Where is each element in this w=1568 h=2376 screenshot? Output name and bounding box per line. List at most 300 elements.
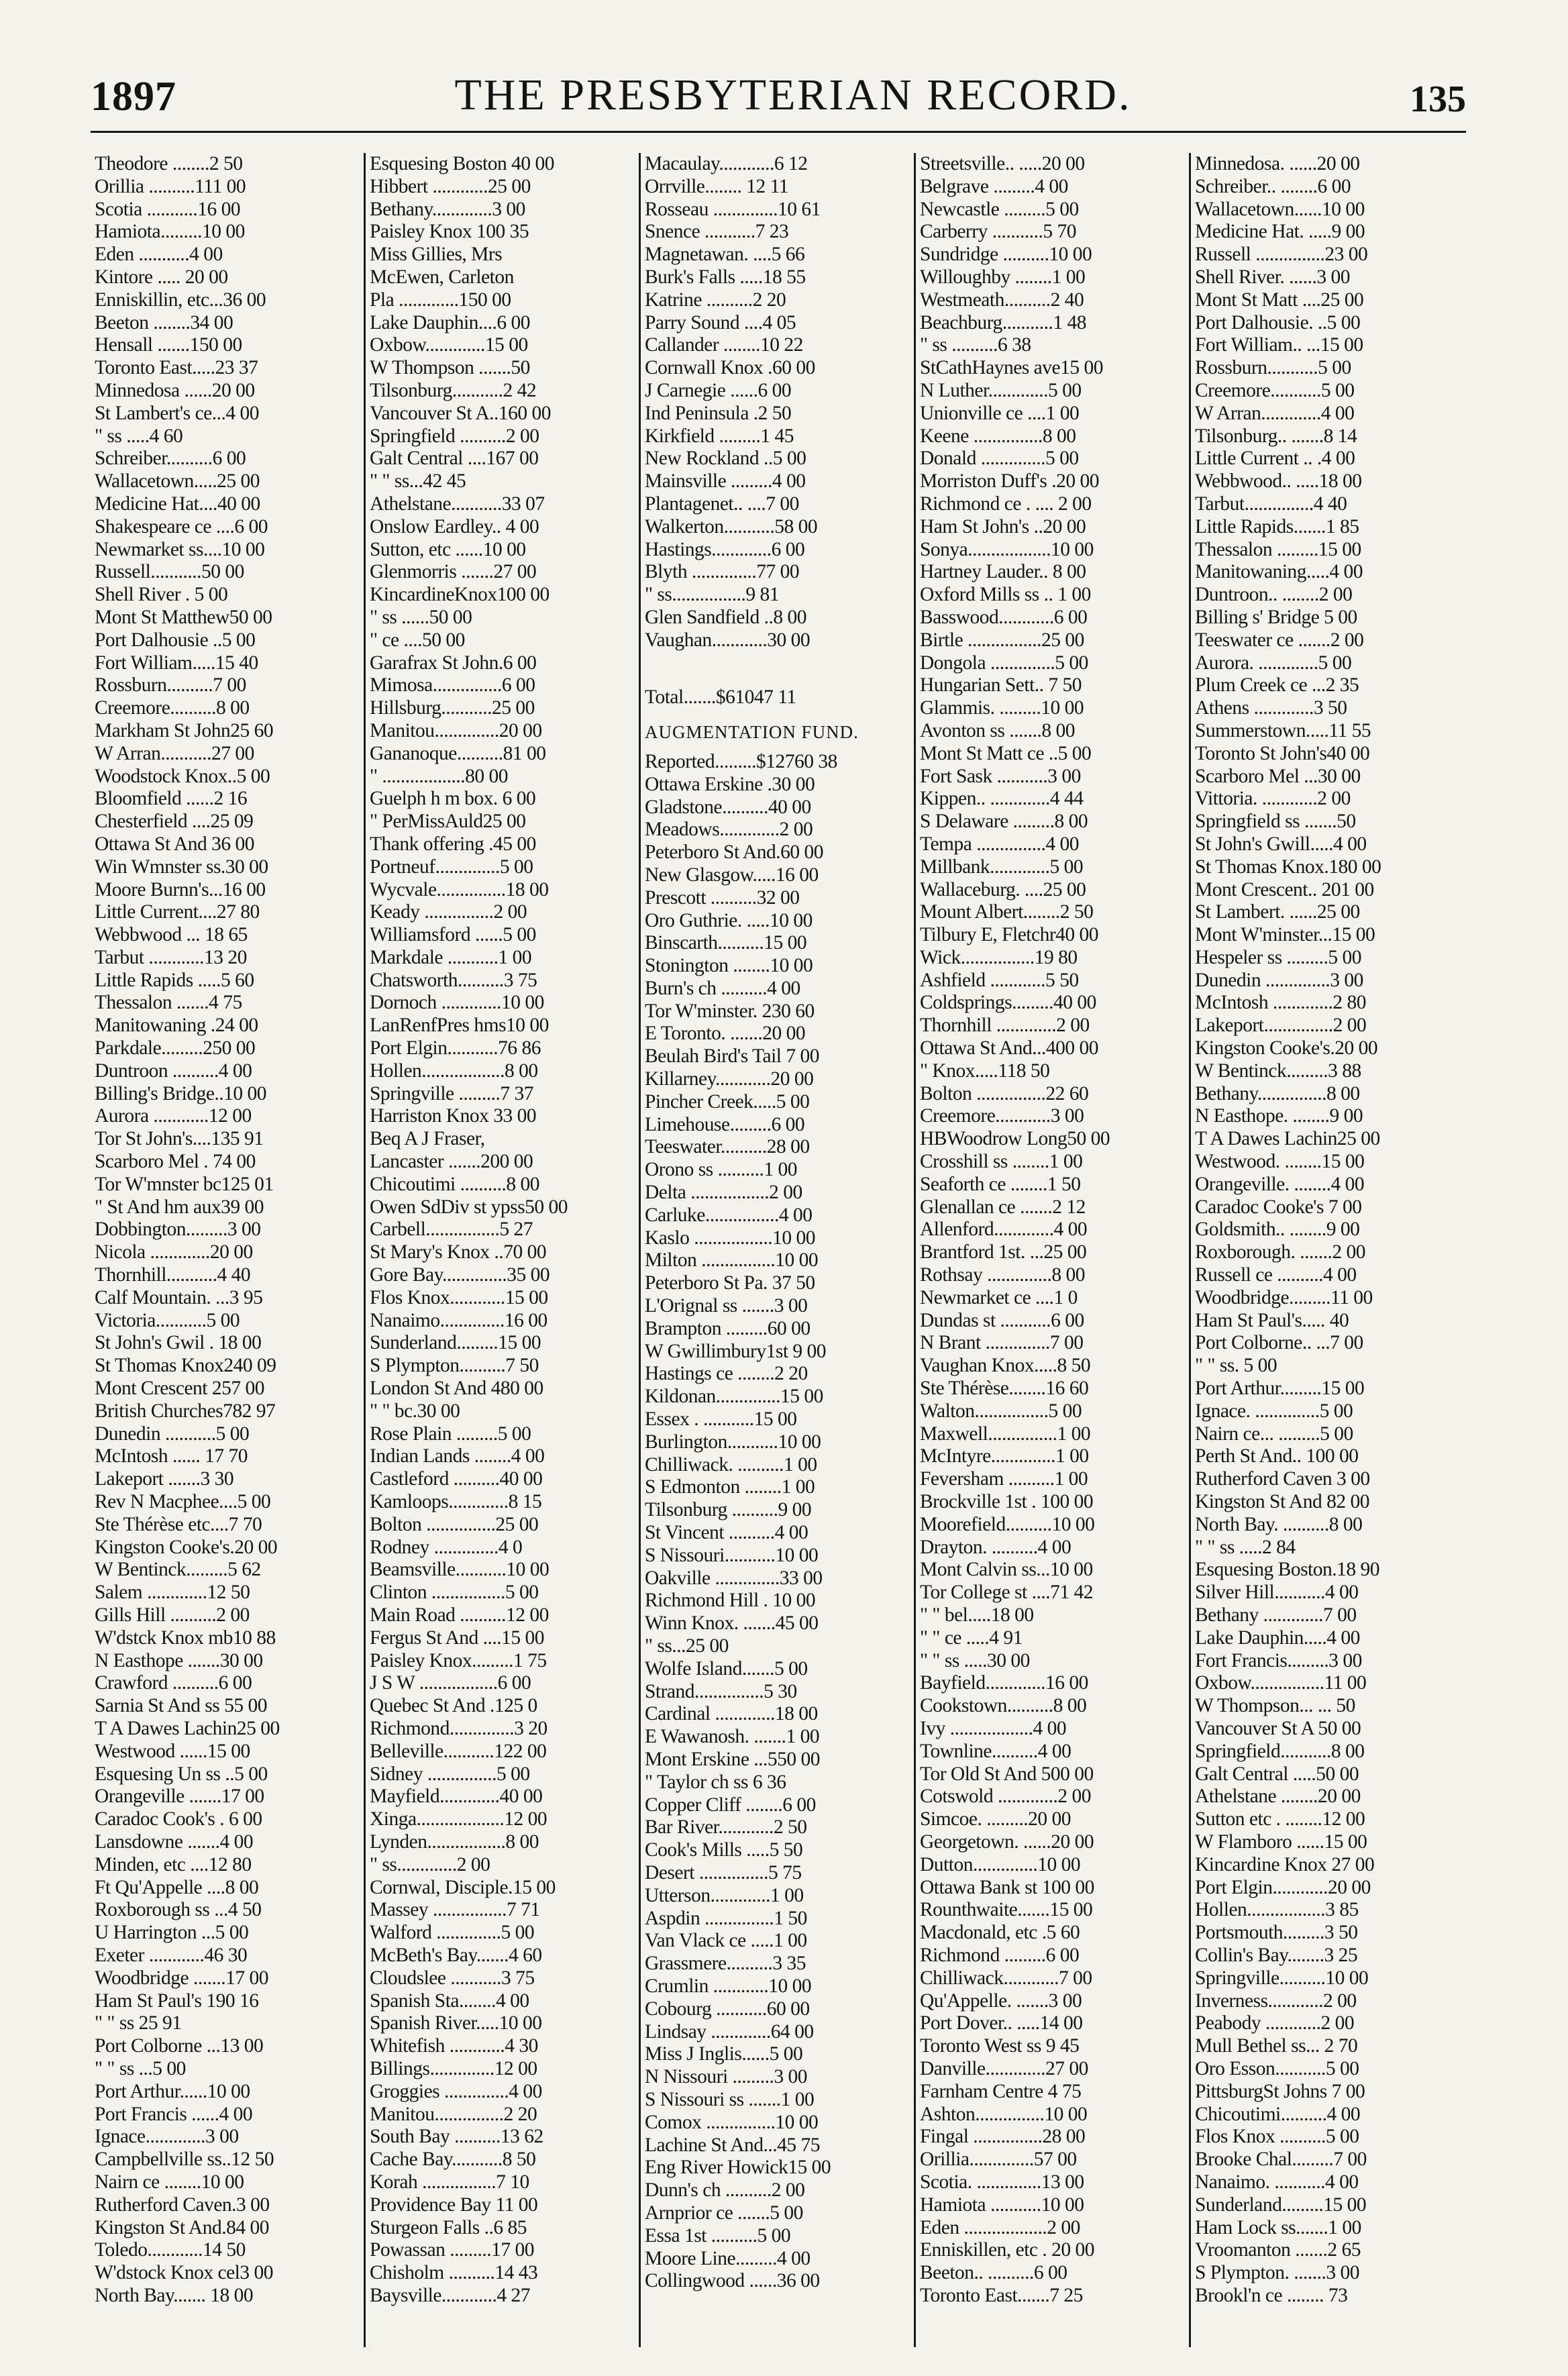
contribution-entry: Vaughan Knox.....8 50 <box>920 1355 1091 1377</box>
contribution-entry: Mayfield.............40 00 <box>370 1786 543 1808</box>
contribution-entry: St John's Gwill.....4 00 <box>1195 833 1367 855</box>
contribution-entry: Pla .............150 00 <box>370 289 511 311</box>
contribution-entry: Georgetown. ......20 00 <box>920 1830 1094 1853</box>
contribution-entry: " Taylor ch ss 6 36 <box>645 1771 786 1793</box>
contribution-entry: Sturgeon Falls ..6 85 <box>370 2216 527 2238</box>
contribution-entry: Keady ...............2 00 <box>370 901 527 923</box>
contribution-entry: Limehouse.........6 00 <box>645 1113 805 1135</box>
contribution-entry: Rosseau ..............10 61 <box>645 198 821 220</box>
contribution-entry: Hungarian Sett.. 7 50 <box>920 674 1082 696</box>
contribution-entry: Castleford ..........40 00 <box>370 1468 543 1490</box>
contribution-entry: Katrine ..........2 20 <box>645 289 786 311</box>
contribution-entry: Glenmorris .......27 00 <box>370 561 537 583</box>
contribution-entry: Woodstock Knox..5 00 <box>95 765 270 787</box>
contribution-entry: Ham Lock ss.......1 00 <box>1195 2216 1361 2238</box>
contribution-entry: N Nissouri .........3 00 <box>645 2066 808 2088</box>
contribution-entry: Birtle ................25 00 <box>920 629 1084 651</box>
contribution-entry: " St And hm aux39 00 <box>95 1196 264 1218</box>
contribution-entry: Nanaimo. ...........4 00 <box>1195 2171 1359 2193</box>
contribution-entry: Tarbut ............13 20 <box>95 946 247 968</box>
contribution-entry: W Bentinck.........5 62 <box>95 1559 261 1581</box>
contribution-entry: Fingal ...............28 00 <box>920 2126 1086 2148</box>
contribution-entry: South Bay ..........13 62 <box>370 2126 543 2148</box>
contribution-entry: Orono ss ..........1 00 <box>645 1159 797 1181</box>
contribution-entry: Dornoch .............10 00 <box>370 992 544 1014</box>
contribution-entry: Oxbow................11 00 <box>1195 1672 1367 1694</box>
contribution-entry: Total.......$61047 11 <box>645 686 796 709</box>
contribution-entry: Baysville............4 27 <box>370 2284 531 2306</box>
contribution-entry: Galt Central ....167 00 <box>370 448 539 470</box>
contribution-entry: Cornwal, Disciple.15 00 <box>370 1876 556 1898</box>
contribution-entry: W Bentinck.........3 88 <box>1195 1060 1361 1082</box>
contribution-entry: Wolfe Island.......5 00 <box>645 1657 808 1680</box>
contribution-entry: Bolton ...............22 60 <box>920 1082 1089 1104</box>
contribution-entry: Garafrax St John.6 00 <box>370 652 537 674</box>
contribution-entry: Kingston Cooke's.20 00 <box>1195 1037 1378 1060</box>
contribution-entry: McIntosh .............2 80 <box>1195 992 1366 1014</box>
contribution-entry: Sonya..................10 00 <box>920 538 1094 560</box>
contribution-entry: Caradoc Cook's . 6 00 <box>95 1808 262 1830</box>
contribution-entry: Sundridge ..........10 00 <box>920 244 1092 266</box>
contribution-entry: Hensall .......150 00 <box>95 334 242 356</box>
contribution-entry: Vancouver St A..160 00 <box>370 402 552 424</box>
contribution-entry: Beachburg...........1 48 <box>920 311 1086 333</box>
contribution-entry: " ss .....4 60 <box>95 425 183 447</box>
contribution-entry: Cache Bay...........8 50 <box>370 2149 536 2171</box>
contribution-entry: Creemore..........8 00 <box>95 697 250 719</box>
contribution-entry: Allenford.............4 00 <box>920 1219 1088 1241</box>
contribution-entry: Athelstane...........33 07 <box>370 493 545 515</box>
contribution-entry: North Bay....... 18 00 <box>95 2284 254 2306</box>
contribution-entry: McEwen, Carleton <box>370 266 514 288</box>
contribution-entry: Peterboro St Pa. 37 50 <box>645 1272 815 1294</box>
contribution-entry: Quebec St And .125 0 <box>370 1695 537 1717</box>
contribution-entry: " ss................9 81 <box>645 584 780 606</box>
contribution-entry: Rev N Macphee....5 00 <box>95 1491 271 1513</box>
contribution-entry: Glen Sandfield ..8 00 <box>645 606 807 628</box>
contribution-entry: Little Current....27 80 <box>95 901 260 923</box>
contribution-entry: Fort William.....15 40 <box>95 652 258 674</box>
contribution-entry: Wallacetown.....25 00 <box>95 470 260 493</box>
contribution-entry: Dunn's ch ..........2 00 <box>645 2179 805 2202</box>
contribution-entry: Pincher Creek.....5 00 <box>645 1090 810 1113</box>
contribution-entry: Whitefish ............4 30 <box>370 2035 538 2057</box>
contribution-entry: U Harrington ...5 00 <box>95 1922 249 1944</box>
contribution-entry: Macdonald, etc .5 60 <box>920 1922 1080 1944</box>
contribution-entry: " " bel.....18 00 <box>920 1604 1034 1626</box>
contribution-entry: " " ss .....30 00 <box>920 1649 1030 1671</box>
contribution-entry: Mimosa...............6 00 <box>370 674 535 696</box>
contribution-entry: Tor W'mnster bc125 01 <box>95 1173 274 1195</box>
contribution-entry: Newmarket ss....10 00 <box>95 538 265 560</box>
contribution-entry: Dutton..............10 00 <box>920 1853 1081 1875</box>
contribution-entry: Wallacetown......10 00 <box>1195 198 1365 220</box>
contribution-entry: Mont W'minster...15 00 <box>1195 924 1375 946</box>
contribution-entry: Flos Knox ..........5 00 <box>1195 2126 1359 2148</box>
contribution-entry: " " ss 25 91 <box>95 2012 182 2034</box>
contribution-entry: Toronto West ss 9 45 <box>920 2035 1080 2057</box>
contribution-entry: Plum Creek ce ...2 35 <box>1195 674 1359 696</box>
contribution-entry: StCathHaynes ave15 00 <box>920 357 1103 379</box>
contribution-entry: Bloomfield ......2 16 <box>95 788 248 810</box>
contribution-entry: Russell...........50 00 <box>95 561 244 583</box>
contribution-entry: Harriston Knox 33 00 <box>370 1105 537 1127</box>
contribution-entry: Ignace. ..............5 00 <box>1195 1400 1353 1422</box>
contribution-entry: N Easthope .......30 00 <box>95 1649 263 1671</box>
contribution-entry: " ss ..........6 38 <box>920 334 1031 356</box>
contribution-entry: Eden ..................2 00 <box>920 2216 1080 2238</box>
column-4 <box>916 153 1191 2347</box>
contribution-entry: Ottawa St And...400 00 <box>920 1037 1098 1060</box>
contribution-entry: Tor Old St And 500 00 <box>920 1763 1094 1785</box>
contribution-entry: Xinga...................12 00 <box>370 1808 547 1830</box>
contribution-entry: Cardinal .............18 00 <box>645 1703 818 1725</box>
contribution-entry: " PerMissAuld25 00 <box>370 811 526 833</box>
contribution-entry: Blyth ..............77 00 <box>645 561 800 583</box>
contribution-entry: Walton................5 00 <box>920 1400 1082 1422</box>
contribution-entry: Feversham ..........1 00 <box>920 1468 1088 1490</box>
contribution-entry: Toronto East.....23 37 <box>95 357 258 379</box>
contribution-entry: Winn Knox. .......45 00 <box>645 1612 819 1635</box>
contribution-entry: Spanish River.....10 00 <box>370 2012 542 2034</box>
contribution-entry: Caradoc Cooke's 7 00 <box>1195 1196 1362 1218</box>
contribution-entry: Esquesing Un ss ..5 00 <box>95 1763 268 1785</box>
contribution-entry: S Nissouri...........10 00 <box>645 1544 819 1566</box>
contribution-entry: St Lambert's ce...4 00 <box>95 402 260 424</box>
contribution-entry: Gills Hill ..........2 00 <box>95 1604 250 1626</box>
contribution-entry: Strand...............5 30 <box>645 1680 797 1702</box>
contribution-entry: J S W .................6 00 <box>370 1672 531 1694</box>
contribution-entry: Ind Peninsula .2 50 <box>645 402 792 424</box>
contribution-entry: Dundas st ...........6 00 <box>920 1309 1084 1331</box>
contribution-entry: Ottawa Bank st 100 00 <box>920 1876 1094 1898</box>
contribution-entry: Groggies ..............4 00 <box>370 2080 542 2102</box>
contribution-entry: British Churches782 97 <box>95 1400 276 1422</box>
contribution-entry: Mont Erskine ...550 00 <box>645 1748 821 1770</box>
contribution-entry: Beamsville...........10 00 <box>370 1559 550 1581</box>
contribution-entry: N Luther.............5 00 <box>920 379 1082 401</box>
contribution-entry: Crumlin ............10 00 <box>645 1975 812 1997</box>
contribution-entry: Schreiber.. ........6 00 <box>1195 175 1351 197</box>
contribution-entry: Aurora ............12 00 <box>95 1105 252 1127</box>
contribution-entry: Fort Sask ...........3 00 <box>920 765 1081 787</box>
contribution-entry: " ..................80 00 <box>370 765 509 787</box>
contribution-entry: Bethany...............8 00 <box>1195 1082 1360 1104</box>
contribution-entry: Ham St Paul's 190 16 <box>95 1990 259 2012</box>
contribution-entry: J Carnegie ......6 00 <box>645 379 792 401</box>
contribution-entry: " " bc.30 00 <box>370 1400 460 1422</box>
contribution-entry: McBeth's Bay.......4 60 <box>370 1944 542 1966</box>
contribution-entry: Ft Qu'Appelle ....8 00 <box>95 1876 259 1898</box>
contribution-entry: " ss...25 00 <box>645 1635 729 1657</box>
contribution-entry: Scotia ...........16 00 <box>95 198 241 220</box>
contribution-entry: Hollen.................3 85 <box>1195 1899 1359 1921</box>
contribution-entry: Cook's Mills .....5 50 <box>645 1839 803 1861</box>
contribution-entry: Snence ...........7 23 <box>645 221 789 243</box>
column-5 <box>1191 153 1466 2347</box>
contribution-entry: Roxborough ss ...4 50 <box>95 1899 262 1921</box>
contribution-entry: S Plympton..........7 50 <box>370 1355 539 1377</box>
contribution-entry: Crosshill ss ........1 00 <box>920 1151 1083 1173</box>
contribution-entry: Manitowaning .24 00 <box>95 1015 258 1037</box>
contribution-entry: Port Arthur.........15 00 <box>1195 1378 1365 1400</box>
contribution-entry: Tilsonburg...........2 42 <box>370 379 537 401</box>
contribution-entry: Copper Cliff ........6 00 <box>645 1794 816 1816</box>
contribution-entry: Donald ..............5 00 <box>920 448 1079 470</box>
contribution-entry: Lancaster .......200 00 <box>370 1151 533 1173</box>
contribution-entry: Tempa ...............4 00 <box>920 833 1079 855</box>
contribution-entry: Oro Esson...........5 00 <box>1195 2057 1359 2079</box>
contribution-entry: Brookl'n ce ........ 73 <box>1195 2284 1348 2306</box>
contribution-entry: Salem .............12 50 <box>95 1582 250 1604</box>
contribution-entry: Basswood............6 00 <box>920 606 1088 628</box>
contribution-entry: Comox ...............10 00 <box>645 2111 819 2133</box>
contribution-entry: Lakeport .......3 30 <box>95 1468 234 1490</box>
contribution-entry: Nairn ce ........10 00 <box>95 2171 244 2193</box>
contribution-entry: LanRenfPres hms10 00 <box>370 1015 549 1037</box>
contribution-entry: Brampton .........60 00 <box>645 1317 811 1339</box>
contribution-entry: London St And 480 00 <box>370 1378 543 1400</box>
contribution-entry: Creemore...........5 00 <box>1195 379 1355 401</box>
contribution-entry: Woodbridge .......17 00 <box>95 1967 268 1989</box>
contribution-entry: Port Colborne.. ...7 00 <box>1195 1332 1363 1354</box>
contribution-entry: Tor St John's....135 91 <box>95 1128 264 1150</box>
contribution-entry: Springfield ss .......50 <box>1195 811 1356 833</box>
contribution-entry: Tor College st ....71 42 <box>920 1582 1093 1604</box>
contribution-entry: Theodore ........2 50 <box>95 153 243 174</box>
contribution-entry: W'dstock Knox cel3 00 <box>95 2262 273 2284</box>
contribution-entry: Shell River . 5 00 <box>95 584 228 606</box>
contribution-entry: Ste Thérèse........16 60 <box>920 1378 1089 1400</box>
contribution-entry: St Lambert. ......25 00 <box>1195 901 1360 923</box>
contribution-entry: Richmond ce . .... 2 00 <box>920 493 1092 515</box>
contribution-entry: Powassan .........17 00 <box>370 2239 534 2261</box>
contribution-entry: Rossburn..........7 00 <box>95 674 246 696</box>
contribution-entry: Millbank.............5 00 <box>920 856 1084 878</box>
contribution-entry: W Thompson .......50 <box>370 357 530 379</box>
contribution-entry: St Mary's Knox ..70 00 <box>370 1241 547 1263</box>
contribution-entry: Minnedosa. ......20 00 <box>1195 153 1360 174</box>
contribution-entry: Lynden.................8 00 <box>370 1830 539 1853</box>
contribution-entry: Thessalon .......4 75 <box>95 992 242 1014</box>
contribution-entry: Ashfield ............5 50 <box>920 969 1079 991</box>
contribution-entry: New Rockland ..5 00 <box>645 448 806 470</box>
contribution-entry: Teeswater..........28 00 <box>645 1136 810 1158</box>
contribution-entry: Springville .........7 37 <box>370 1082 533 1104</box>
contribution-entry: Ivy ..................4 00 <box>920 1717 1067 1739</box>
contribution-entry: Kintore ..... 20 00 <box>95 266 228 288</box>
contribution-entry: Dongola ..............5 00 <box>920 652 1088 674</box>
contribution-entry: Cotswold .............2 00 <box>920 1786 1091 1808</box>
contribution-entry: Desert ...............5 75 <box>645 1861 802 1883</box>
contribution-entry: Little Rapids.......1 85 <box>1195 515 1359 537</box>
contribution-entry: Mount Albert........2 50 <box>920 901 1094 923</box>
contribution-entry: Mont Crescent.. 201 00 <box>1195 878 1374 900</box>
contribution-entry: Onslow Eardley.. 4 00 <box>370 515 539 537</box>
contribution-entry: Tor W'minster. 230 60 <box>645 1000 815 1022</box>
contribution-entry: Killarney............20 00 <box>645 1068 814 1090</box>
contribution-entry: Tilsonburg ..........9 00 <box>645 1499 812 1521</box>
column-3 <box>641 153 916 2347</box>
contribution-entry: Athelstane ........20 00 <box>1195 1786 1361 1808</box>
contribution-entry: Vaughan............30 00 <box>645 629 811 651</box>
contribution-entry: Rutherford Caven.3 00 <box>95 2193 270 2216</box>
contribution-entry: Port Dover.. .....14 00 <box>920 2012 1083 2034</box>
contribution-entry: Oakville ..............33 00 <box>645 1567 823 1589</box>
contribution-entry: Oxbow.............15 00 <box>370 334 528 356</box>
contribution-entry: Athens .............3 50 <box>1195 697 1347 719</box>
contribution-entry <box>645 652 910 675</box>
contribution-entry: Oro Guthrie. .....10 00 <box>645 909 813 931</box>
contribution-entry: W Flamboro ......15 00 <box>1195 1830 1367 1853</box>
contribution-entry: Willoughby ........1 00 <box>920 266 1086 288</box>
contribution-entry: W Arran...........27 00 <box>95 742 254 764</box>
contribution-entry: Enniskillin, etc...36 00 <box>95 289 266 311</box>
contribution-entry: Guelph h m box. 6 00 <box>370 788 536 810</box>
contribution-entry: W Arran.............4 00 <box>1195 402 1355 424</box>
contribution-entry: Hamiota.........10 00 <box>95 221 245 243</box>
contribution-entry: Paisley Knox 100 35 <box>370 221 529 243</box>
contribution-entry: Shakespeare ce ....6 00 <box>95 515 268 537</box>
contribution-entry: Sidney ...............5 00 <box>370 1763 530 1785</box>
column-2 <box>366 153 641 2347</box>
contribution-entry: Van Vlack ce .....1 00 <box>645 1930 807 1952</box>
contribution-entry: Burk's Falls .....18 55 <box>645 266 806 288</box>
contribution-entry: Russell ce ..........4 00 <box>1195 1264 1357 1286</box>
contribution-entry: Seaforth ce ........1 50 <box>920 1173 1081 1195</box>
contribution-entry: Chesterfield ....25 09 <box>95 811 254 833</box>
contribution-entry: Dunedin ...........5 00 <box>95 1423 250 1445</box>
contribution-entry: Wycvale...............18 00 <box>370 878 549 900</box>
contribution-entry: Kincardine Knox 27 00 <box>1195 1853 1375 1875</box>
contribution-entry: Grassmere..........3 35 <box>645 1953 806 1975</box>
contribution-entry: Newcastle .........5 00 <box>920 198 1079 220</box>
contribution-entry: Utterson.............1 00 <box>645 1884 804 1906</box>
contribution-entry: Carbell................5 27 <box>370 1219 533 1241</box>
contribution-entry: Dunedin ..............3 00 <box>1195 969 1363 991</box>
contribution-entry: Townline..........4 00 <box>920 1740 1072 1762</box>
contribution-entry: Win Wmnster ss.30 00 <box>95 856 268 878</box>
contribution-entry: Qu'Appelle. .......3 00 <box>920 1990 1082 2012</box>
contribution-entry: Parry Sound ....4 05 <box>645 311 796 333</box>
contribution-entry: Calf Mountain. ...3 95 <box>95 1286 263 1308</box>
contribution-entry: North Bay. ..........8 00 <box>1195 1513 1363 1535</box>
contribution-entry: Maxwell...............1 00 <box>920 1423 1091 1445</box>
contribution-entry: Chisholm ..........14 43 <box>370 2262 538 2284</box>
contribution-entry: Scotia. ..............13 00 <box>920 2171 1084 2193</box>
contribution-entry: Port Colborne ...13 00 <box>95 2035 264 2057</box>
contribution-entry: Chatsworth..........3 75 <box>370 969 537 991</box>
contribution-entry: Moorefield..........10 00 <box>920 1513 1095 1535</box>
contribution-entry: Sutton etc . ........12 00 <box>1195 1808 1365 1830</box>
contribution-entry: PittsburgSt Johns 7 00 <box>1195 2080 1365 2102</box>
contribution-entry: Westmeath..........2 40 <box>920 289 1084 311</box>
contribution-entry: Mull Bethel ss... 2 70 <box>1195 2035 1358 2057</box>
contribution-entry: Cloudslee ...........3 75 <box>370 1967 535 1989</box>
contribution-entry: Kippen.. .............4 44 <box>920 788 1084 810</box>
contribution-entry: Portneuf..............5 00 <box>370 856 533 878</box>
contribution-entry: Newmarket ce ....1 0 <box>920 1286 1078 1308</box>
contribution-entry: Lake Dauphin.....4 00 <box>1195 1626 1360 1649</box>
contribution-entry: Mont St Matthew50 00 <box>95 606 272 628</box>
contribution-entry: Spanish Sta........4 00 <box>370 1990 529 2012</box>
contribution-entry: Clinton ................5 00 <box>370 1582 539 1604</box>
contribution-entry: Beeton.. ..........6 00 <box>920 2262 1067 2284</box>
contribution-entry: Streetsville.. .....20 00 <box>920 153 1085 174</box>
contribution-entry: Orrville........ 12 11 <box>645 175 789 197</box>
contribution-entry: Coldsprings.........40 00 <box>920 992 1096 1014</box>
contribution-entry: Rose Plain .........5 00 <box>370 1423 531 1445</box>
contribution-entry: Collin's Bay........3 25 <box>1195 1944 1358 1966</box>
contribution-entry: W'dstck Knox mb10 88 <box>95 1626 276 1649</box>
contribution-entry: Port Elgin...........76 86 <box>370 1037 541 1060</box>
contribution-entry: Ham St John's ..20 00 <box>920 515 1086 537</box>
contribution-entry: " " ce .....4 91 <box>920 1626 1023 1649</box>
contribution-entry: Billing's Bridge..10 00 <box>95 1082 267 1104</box>
contribution-entry: Drayton. ..........4 00 <box>920 1536 1072 1558</box>
contribution-entry: Manitou...............2 20 <box>370 2103 537 2125</box>
contribution-entry: Providence Bay 11 00 <box>370 2193 538 2216</box>
contribution-entry: Aurora. .............5 00 <box>1195 652 1352 674</box>
contribution-entry: Lansdowne .......4 00 <box>95 1830 254 1853</box>
contribution-entry: Minden, etc ....12 80 <box>95 1853 252 1875</box>
contribution-entry: Orangeville .......17 00 <box>95 1786 264 1808</box>
contribution-entry: Manitou..............20 00 <box>370 719 542 741</box>
contribution-entry: Owen SdDiv st ypss50 00 <box>370 1196 568 1218</box>
contribution-entry: " " ss ...5 00 <box>95 2057 186 2079</box>
contribution-entry: Arnprior ce .......5 00 <box>645 2202 803 2224</box>
contribution-entry: Simcoe. .........20 00 <box>920 1808 1071 1830</box>
contribution-entry: E Toronto. .......20 00 <box>645 1023 806 1045</box>
contribution-entry: Tilbury E, Fletchr40 00 <box>920 924 1099 946</box>
contribution-entry: Orillia..............57 00 <box>920 2149 1077 2171</box>
contribution-entry: Manitowaning.....4 00 <box>1195 561 1363 583</box>
contribution-entry: Oxford Mills ss .. 1 00 <box>920 584 1091 606</box>
contribution-entry: Esquesing Boston.18 90 <box>1195 1559 1379 1581</box>
contribution-entry: Chicoutimi..........4 00 <box>1195 2103 1361 2125</box>
contribution-entry: Carluke................4 00 <box>645 1204 813 1226</box>
contribution-columns <box>91 153 1466 2347</box>
contribution-entry: Wallaceburg. ....25 00 <box>920 878 1086 900</box>
contribution-entry: Cobourg ...........60 00 <box>645 1998 810 2020</box>
contribution-entry: Hollen..................8 00 <box>370 1060 538 1082</box>
contribution-entry: Roxborough. .......2 00 <box>1195 1241 1365 1263</box>
contribution-entry: Sunderland.........15 00 <box>1195 2193 1367 2216</box>
contribution-entry: Kingston Cooke's.20 00 <box>95 1536 278 1558</box>
contribution-entry: Woodbridge.........11 00 <box>1195 1286 1373 1308</box>
contribution-entry: Kamloops.............8 15 <box>370 1491 542 1513</box>
contribution-entry: Richmond..............3 20 <box>370 1717 547 1739</box>
contribution-entry: Rothsay ..............8 00 <box>920 1264 1085 1286</box>
contribution-entry: Keene ...............8 00 <box>920 425 1076 447</box>
contribution-entry: Schreiber..........6 00 <box>95 448 246 470</box>
contribution-entry: Paisley Knox.........1 75 <box>370 1649 547 1671</box>
contribution-entry: Chilliwack............7 00 <box>920 1967 1092 1989</box>
contribution-entry: " " ss...42 45 <box>370 470 466 493</box>
contribution-entry: Hartney Lauder.. 8 00 <box>920 561 1086 583</box>
contribution-entry: Mont Calvin ss...10 00 <box>920 1559 1093 1581</box>
contribution-entry: Bethany.............3 00 <box>370 198 525 220</box>
contribution-entry: S Nissouri ss .......1 00 <box>645 2088 815 2110</box>
contribution-entry: Belgrave .........4 00 <box>920 175 1068 197</box>
contribution-entry: Springville..........10 00 <box>1195 1967 1369 1989</box>
contribution-entry: Ignace.............3 00 <box>95 2126 239 2148</box>
contribution-entry: Flos Knox............15 00 <box>370 1286 548 1308</box>
contribution-entry: Rutherford Caven 3 00 <box>1195 1468 1370 1490</box>
contribution-entry: Main Road ..........12 00 <box>370 1604 549 1626</box>
contribution-entry: Brooke Chal.........7 00 <box>1195 2149 1367 2171</box>
contribution-entry: Vroomanton .......2 65 <box>1195 2239 1361 2261</box>
